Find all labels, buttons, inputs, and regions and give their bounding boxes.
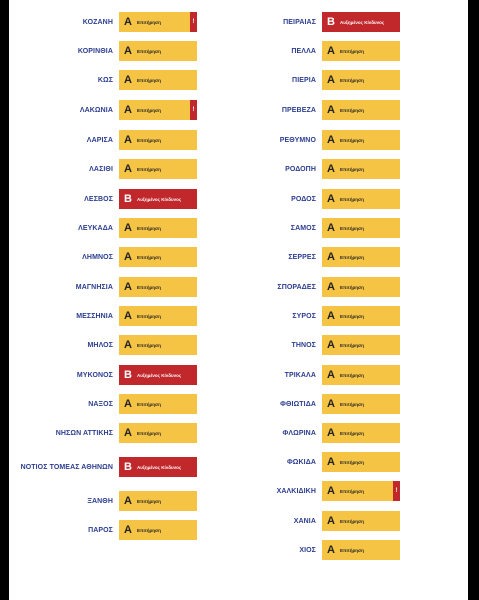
risk-level-text: Επιτήρηση [340,401,364,407]
region-name: ΠΕΛΛΑ [291,47,316,55]
risk-badge-high [322,12,400,32]
region-row [9,218,197,238]
risk-level-letter: A [124,251,132,263]
risk-badge-surveillance [119,277,197,297]
risk-badge-surveillance [119,100,197,120]
region-row [9,457,197,477]
region-name: ΚΟΖΑΝΗ [82,18,113,26]
risk-level-text: Επιτήρηση [137,401,161,407]
region-name: ΝΟΤΙΟΣ ΤΟΜΕΑΣ ΑΘΗΝΩΝ [20,463,113,471]
risk-level-letter: A [327,104,335,116]
region-name: ΝΗΣΩΝ ΑΤΤΙΚΗΣ [55,429,113,437]
risk-level-text: Επιτήρηση [137,527,161,533]
risk-level-text: Επιτήρηση [340,225,364,231]
risk-level-letter: A [327,544,335,556]
risk-level-letter: A [124,74,132,86]
region-name: ΚΟΡΙΝΘΙΑ [77,47,113,55]
region-name: ΦΩΚΙΔΑ [286,458,316,466]
region-row [9,491,197,511]
risk-level-text: Επιτήρηση [340,284,364,290]
region-name: ΠΙΕΡΙΑ [292,76,316,84]
region-row [9,520,197,540]
region-name: ΡΕΘΥΜΝΟ [279,136,316,144]
risk-level-letter: A [327,251,335,263]
risk-level-letter: A [124,134,132,146]
region-name: ΛΑΣΙΘΙ [89,165,113,173]
risk-level-letter: A [327,485,335,497]
risk-badge-surveillance [119,520,197,540]
risk-level-letter: A [124,339,132,351]
region-name: ΣΠΟΡΑΔΕΣ [277,283,316,291]
region-name: ΣΕΡΡΕΣ [288,253,316,261]
risk-badge-surveillance [119,491,197,511]
region-row [234,218,400,238]
region-row [234,423,400,443]
risk-level-letter: B [124,461,132,473]
alert-icon: ! [393,481,400,501]
region-row [9,277,197,297]
risk-level-text: Επιτήρηση [340,196,364,202]
region-row [234,540,400,560]
alert-icon: ! [190,12,197,32]
risk-badge-high [119,365,197,385]
risk-level-text: Επιτήρηση [137,498,161,504]
risk-badge-surveillance [322,540,400,560]
risk-level-text: Επιτήρηση [340,488,364,494]
risk-level-letter: A [327,339,335,351]
risk-badge-surveillance [119,159,197,179]
risk-badge-surveillance [119,70,197,90]
risk-level-letter: A [327,427,335,439]
risk-level-text: Επιτήρηση [340,48,364,54]
risk-badge-surveillance [119,130,197,150]
risk-level-text: Επιτήρηση [340,342,364,348]
region-row [9,247,197,267]
risk-level-letter: A [124,398,132,410]
risk-badge-surveillance [322,218,400,238]
risk-level-text: Επιτήρηση [340,547,364,553]
region-row [234,130,400,150]
alert-icon: ! [190,100,197,120]
region-row [234,277,400,297]
region-row [9,130,197,150]
region-row [234,511,400,531]
risk-badge-surveillance [119,423,197,443]
region-name: ΡΟΔΟΠΗ [285,165,316,173]
risk-level-letter: A [124,163,132,175]
risk-badge-surveillance [322,394,400,414]
risk-level-letter: B [124,193,132,205]
region-row [9,189,197,209]
risk-level-text: Επιτήρηση [340,518,364,524]
risk-badge-surveillance [119,41,197,61]
risk-level-text: Αυξημένος Κίνδυνος [340,19,385,25]
risk-level-text: Επιτήρηση [137,225,161,231]
region-row [9,159,197,179]
risk-badge-high [119,189,197,209]
risk-level-letter: A [327,45,335,57]
region-name: ΧΑΝΙΑ [293,517,316,525]
region-row [234,189,400,209]
risk-level-text: Επιτήρηση [340,430,364,436]
risk-badge-surveillance [322,365,400,385]
region-name: ΝΑΞΟΣ [88,400,113,408]
risk-level-text: Επιτήρηση [137,107,161,113]
region-row [9,394,197,414]
risk-level-text: Επιτήρηση [137,137,161,143]
region-name: ΛΕΣΒΟΣ [84,195,113,203]
risk-level-letter: A [124,310,132,322]
risk-level-letter: A [327,398,335,410]
risk-level-letter: A [124,104,132,116]
risk-badge-surveillance [119,247,197,267]
region-name: ΛΑΚΩΝΙΑ [79,106,113,114]
risk-badge-surveillance [322,247,400,267]
region-name: ΜΕΣΣΗΝΙΑ [76,312,113,320]
risk-level-letter: A [124,222,132,234]
region-row [234,452,400,472]
region-row [9,41,197,61]
risk-level-text: Αυξημένος Κίνδυνος [137,464,182,470]
region-row [9,70,197,90]
risk-level-text: Επιτήρηση [340,459,364,465]
risk-badge-surveillance [322,511,400,531]
region-row [9,365,197,385]
risk-badge-surveillance [322,189,400,209]
risk-level-letter: A [124,281,132,293]
risk-level-letter: A [124,524,132,536]
risk-level-text: Επιτήρηση [340,254,364,260]
region-name: ΣΑΜΟΣ [290,224,316,232]
region-row [234,335,400,355]
region-row [234,100,400,120]
region-row [9,100,197,120]
risk-level-letter: A [124,427,132,439]
risk-level-letter: A [124,16,132,28]
risk-level-text: Επιτήρηση [340,372,364,378]
risk-level-letter: B [327,16,335,28]
risk-level-letter: A [327,281,335,293]
region-name: ΧΙΟΣ [299,546,316,554]
risk-level-letter: A [327,134,335,146]
risk-badge-surveillance [322,452,400,472]
risk-badge-surveillance [322,100,400,120]
region-row [9,335,197,355]
risk-level-text: Επιτήρηση [340,166,364,172]
risk-level-letter: A [327,515,335,527]
risk-badge-surveillance [322,70,400,90]
risk-level-letter: A [327,310,335,322]
risk-badge-surveillance [322,423,400,443]
region-row [9,12,197,32]
risk-level-letter: A [327,193,335,205]
region-row [234,394,400,414]
region-row [234,365,400,385]
region-row [234,70,400,90]
risk-badge-surveillance [322,277,400,297]
region-name: ΜΗΛΟΣ [87,341,113,349]
region-row [234,159,400,179]
region-name: ΛΑΡΙΣΑ [86,136,113,144]
risk-badge-surveillance [119,306,197,326]
region-name: ΡΟΔΟΣ [291,195,316,203]
risk-level-letter: A [327,74,335,86]
risk-badge-surveillance [322,41,400,61]
risk-badge-surveillance [322,130,400,150]
region-name: ΠΕΙΡΑΙΑΣ [283,18,316,26]
region-name: ΠΑΡΟΣ [88,526,113,534]
page [9,0,468,600]
risk-level-text: Επιτήρηση [137,254,161,260]
risk-level-text: Επιτήρηση [137,342,161,348]
region-name: ΤΡΙΚΑΛΑ [284,371,316,379]
risk-level-text: Επιτήρηση [340,137,364,143]
risk-level-text: Αυξημένος Κίνδυνος [137,372,182,378]
risk-level-text: Επιτήρηση [137,77,161,83]
region-name: ΣΥΡΟΣ [292,312,316,320]
risk-level-text: Επιτήρηση [137,48,161,54]
risk-badge-surveillance [119,335,197,355]
region-row [234,12,400,32]
risk-level-text: Επιτήρηση [137,19,161,25]
region-name: ΦΘΙΩΤΙΔΑ [280,400,316,408]
region-row [234,41,400,61]
risk-level-text: Επιτήρηση [137,430,161,436]
region-row [234,481,400,501]
risk-level-letter: A [327,163,335,175]
region-name: ΦΛΩΡΙΝΑ [282,429,316,437]
risk-level-letter: A [327,369,335,381]
region-row [234,306,400,326]
risk-level-letter: A [124,495,132,507]
risk-badge-high [119,457,197,477]
region-name: ΧΑΛΚΙΔΙΚΗ [276,487,316,495]
risk-level-text: Επιτήρηση [137,284,161,290]
risk-badge-surveillance [119,218,197,238]
region-name: ΛΗΜΝΟΣ [82,253,113,261]
risk-badge-surveillance [322,481,400,501]
risk-badge-surveillance [322,306,400,326]
risk-level-text: Επιτήρηση [340,313,364,319]
risk-badge-surveillance [119,394,197,414]
risk-level-letter: A [327,456,335,468]
risk-level-text: Επιτήρηση [137,313,161,319]
risk-level-text: Επιτήρηση [340,107,364,113]
region-row [234,247,400,267]
region-name: ΜΥΚΟΝΟΣ [76,371,113,379]
region-row [9,423,197,443]
region-name: ΤΗΝΟΣ [291,341,316,349]
risk-badge-surveillance [322,159,400,179]
risk-level-text: Επιτήρηση [137,166,161,172]
risk-level-text: Αυξημένος Κίνδυνος [137,196,182,202]
region-name: ΜΑΓΝΗΣΙΑ [75,283,113,291]
risk-level-text: Επιτήρηση [340,77,364,83]
risk-level-letter: A [124,45,132,57]
region-name: ΚΩΣ [97,76,113,84]
risk-level-letter: A [327,222,335,234]
region-row [9,306,197,326]
region-name: ΛΕΥΚΑΔΑ [78,224,113,232]
region-name: ΞΑΝΘΗ [87,497,113,505]
region-name: ΠΡΕΒΕΖΑ [281,106,316,114]
risk-level-letter: B [124,369,132,381]
risk-badge-surveillance [119,12,197,32]
risk-badge-surveillance [322,335,400,355]
